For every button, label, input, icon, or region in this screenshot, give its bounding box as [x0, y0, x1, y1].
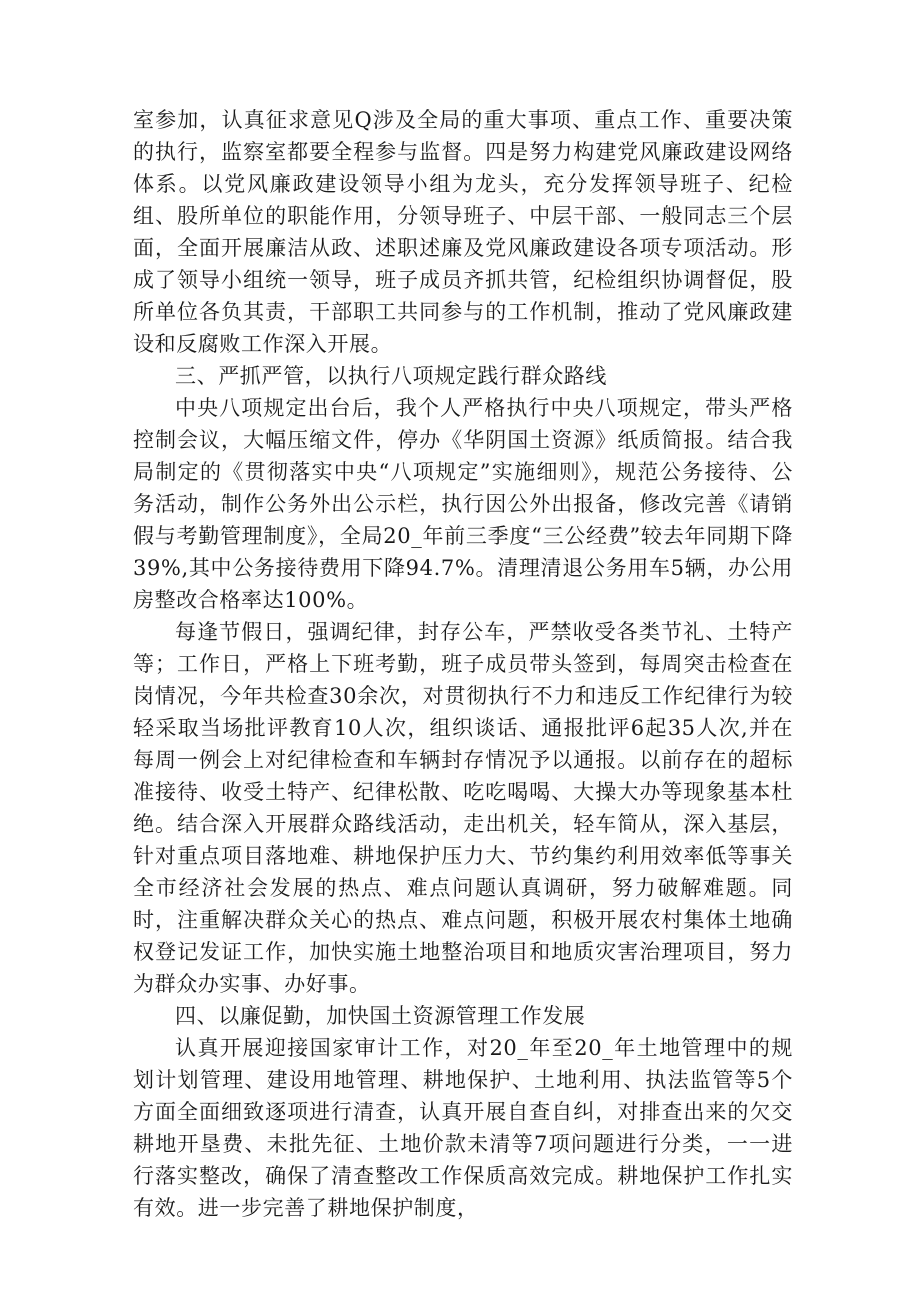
- section-heading-4: 四、以廉促勤，加快国土资源管理工作发展: [175, 1004, 586, 1028]
- paragraph-eight-rules: 中央八项规定出台后，我个人严格执行中央八项规定，带头严格控制会议，大幅压缩文件，停办《华阴国土资源》纸质简报。结合我局制定的《贯彻落实中央“八项规定”实施细则》，规范公务接待、公务活动，制作公务外出公示栏，执行因公外出报备，修改完善《请销假与考勤管理制度》，全局20_年前三季度“三公经费”较去年同期下降39%,其中公务接待费用下降94.7%。清理清退公务用车5辆，办公用房整改合格率达100%。: [133, 396, 793, 612]
- section-heading-3: 三、严抓严管，以执行八项规定践行群众路线: [175, 364, 607, 388]
- paragraph-continued: 室参加，认真征求意见Q涉及全局的重大事项、重点工作、重要决策的执行，监察室都要全程参与监督。四是努力构建党风廉政建设网络体系。以党风廉政建设领导小组为龙头，充分发挥领导班子、纪检组、股所单位的职能作用，分领导班子、中层干部、一般同志三个层面，全面开展廉洁从政、述职述廉及党风廉政建设各项专项活动。形成了领导小组统一领导，班子成员齐抓共管，纪检组织协调督促，股所单位各负其责，干部职工共同参与的工作机制，推动了党风廉政建设和反腐败工作深入开展。: [133, 108, 793, 356]
- document-page: [133, 104, 793, 1224]
- paragraph-discipline: 每逢节假日，强调纪律，封存公车，严禁收受各类节礼、土特产等；工作日，严格上下班考勤，班子成员带头签到，每周突击检查在岗情况，今年共检查30余次，对贯彻执行不力和违反工作纪律行为较轻采取当场批评教育10人次，组织谈话、通报批评6起35人次,并在每周一例会上对纪律检查和车辆封存情况予以通报。以前存在的超标准接待、收受土特产、纪律松散、吃吃喝喝、大操大办等现象基本杜绝。结合深入开展群众路线活动，走出机关，轻车简从，深入基层，针对重点项目落地难、耕地保护压力大、节约集约利用效率低等事关全市经济社会发展的热点、难点问题认真调研，努力破解难题。同时，注重解决群众关心的热点、难点问题，积极开展农村集体土地确权登记发证工作，加快实施土地整治项目和地质灾害治理项目，努力为群众办实事、办好事。: [133, 620, 793, 996]
- paragraph-audit: 认真开展迎接国家审计工作，对20_年至20_年土地管理中的规划计划管理、建设用地管理、耕地保护、土地利用、执法监管等5个方面全面细致逐项进行清查，认真开展自查自纠，对排查出来的欠交耕地开垦费、未批先征、土地价款未清等7项问题进行分类，一一进行落实整改，确保了清查整改工作保质高效完成。耕地保护工作扎实有效。进一步完善了耕地保护制度，: [133, 1036, 793, 1220]
